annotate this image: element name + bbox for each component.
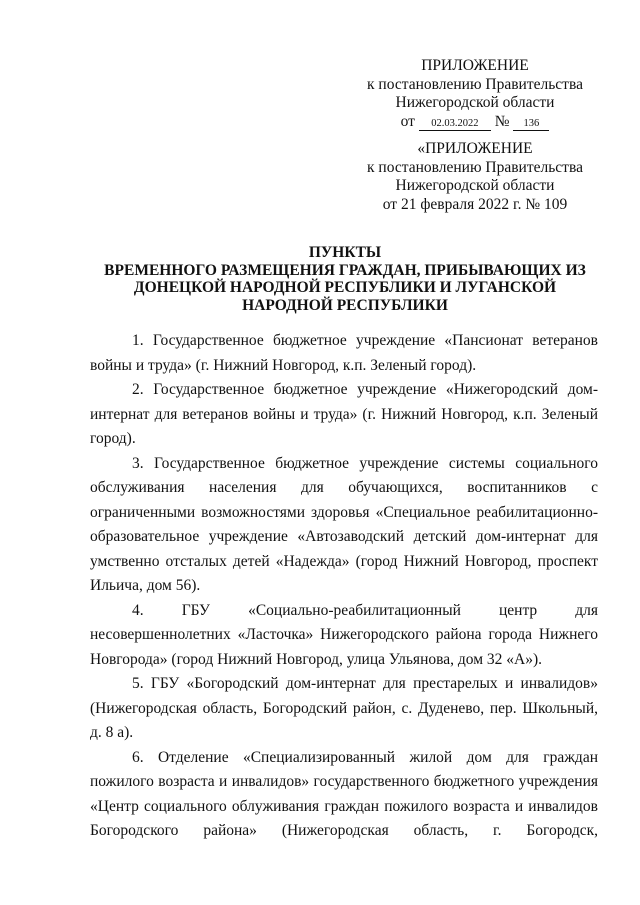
appendix-label: ПРИЛОЖЕНИЕ — [421, 57, 529, 74]
title-line: ВРЕМЕННОГО РАЗМЕЩЕНИЯ ГРАЖДАН, ПРИБЫВАЮЩИХ ИЗ — [104, 261, 586, 279]
date-prefix: от — [400, 112, 415, 130]
appendix-reference: к постановлению Правительства — [367, 158, 583, 176]
document-title — [80, 244, 610, 314]
title-line: ПУНКТЫ — [308, 244, 382, 261]
list-item: 3. Государственное бюджетное учреждение системы социального обслуживания населения для обучающихся, воспитанников с ограниченными возможностями здоровья «Специальное реабилитационно-образовательное учреждение «Автозаводский детский дом-интернат для умственно отсталых детей «Надежда» (город Нижний Новгород, проспект Ильича, дом 56). — [90, 454, 598, 594]
title-line: ДОНЕЦКОЙ НАРОДНОЙ РЕСПУБЛИКИ И ЛУГАНСКОЙ — [133, 279, 557, 296]
appendix-reference: к постановлению Правительства — [367, 75, 583, 93]
number-sign: № — [494, 112, 510, 130]
list-item: 6. Отделение «Специализированный жилой дом для граждан пожилого возраста и инвалидов» государственного бюджетного учреждения «Центр социального облуживания граждан пожилого возраста и инвалидов Богородского района» (Нижегородская область, г. Богородск, — [90, 748, 598, 839]
appendix-header-current — [330, 57, 620, 131]
appendix-date-line: от 21 февраля 2022 г. № 109 — [382, 195, 568, 213]
appendix-region: Нижегородской области — [395, 94, 555, 111]
appendix-header-previous — [330, 140, 620, 214]
list-item: 1. Государственное бюджетное учреждение «Пансионат ветеранов войны и труда» (г. Нижний Новгород, к.п. Зеленый город). — [90, 332, 598, 374]
document-body — [90, 329, 598, 844]
list-item: 5. ГБУ «Богородский дом-интернат для престарелых и инвалидов» (Нижегородская область, Богородский район, с. Дуденево, пер. Школьный, д. 8 а). — [90, 675, 598, 741]
title-line: НАРОДНОЙ РЕСПУБЛИКИ — [242, 296, 448, 314]
list-item: 4. ГБУ «Социально-реабилитационный центр для несовершеннолетних «Ласточка» Нижегородского района города Нижнего Новгорода» (город Нижний Новгород, улица Ульянова, дом 32 «А»). — [90, 601, 598, 668]
appendix-date-line — [330, 113, 620, 132]
number-field: 136 — [513, 117, 549, 131]
date-field: 02.03.2022 — [419, 117, 491, 131]
appendix-region: Нижегородской области — [395, 177, 555, 194]
appendix-label: «ПРИЛОЖЕНИЕ — [417, 140, 533, 157]
list-item: 2. Государственное бюджетное учреждение «Нижегородский дом-интернат для ветеранов войны и труда» (г. Нижний Новгород, к.п. Зеленый город). — [90, 381, 598, 447]
